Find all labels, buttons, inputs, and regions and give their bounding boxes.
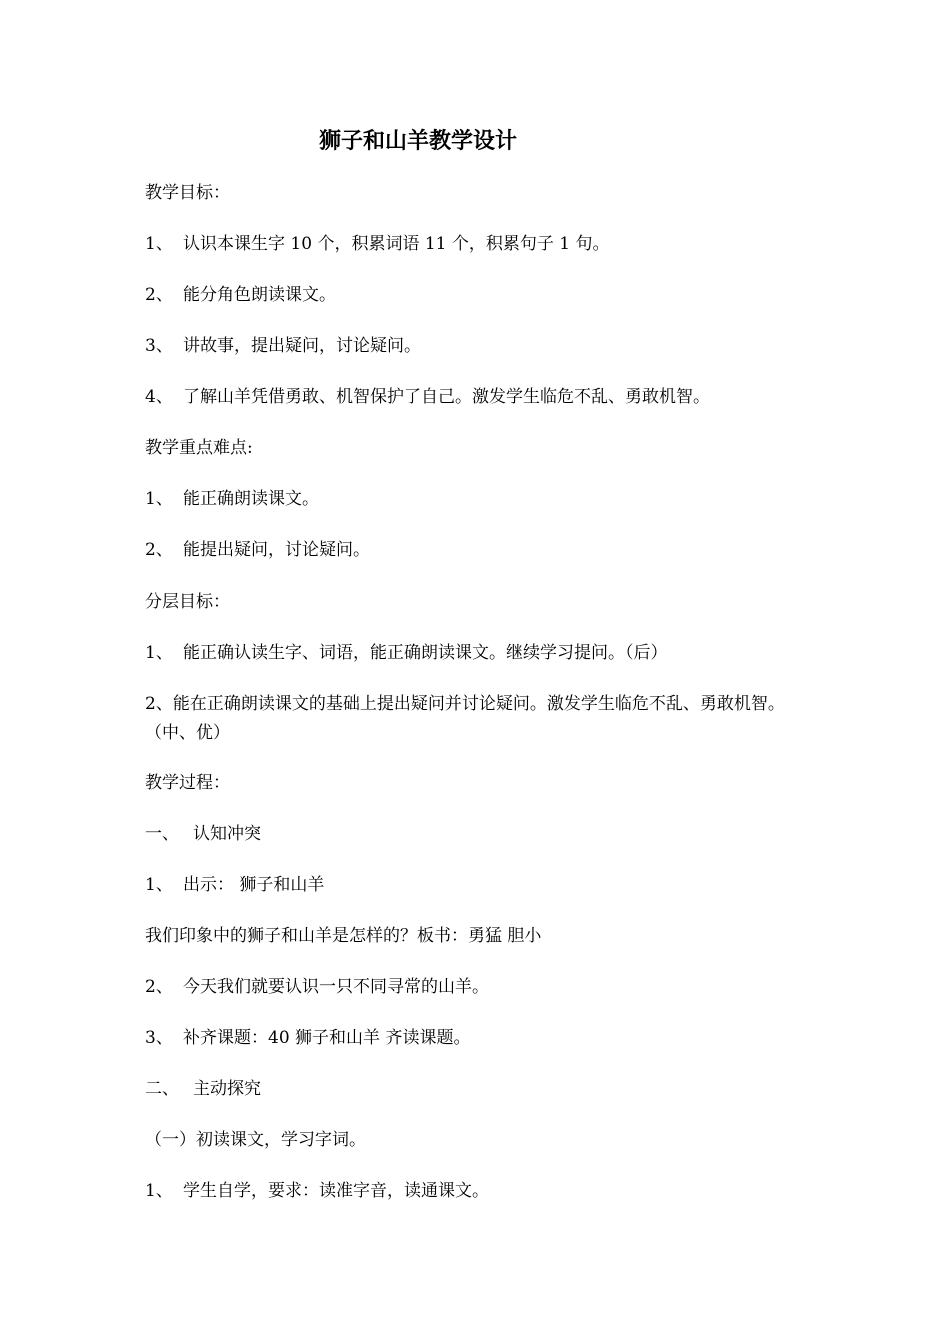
step-number: 2、 — [145, 977, 173, 997]
goal-item — [145, 383, 810, 412]
step-item — [145, 1024, 810, 1053]
goal-item — [145, 332, 810, 361]
step-item — [145, 1177, 810, 1206]
subsection-heading: （一）初读课文，学习字词。 — [145, 1130, 366, 1150]
goal-item — [145, 281, 810, 310]
process-heading: 教学过程： — [145, 773, 230, 793]
goal-item — [145, 230, 810, 259]
part-number: 一、 — [145, 824, 179, 844]
step-number: 1、 — [145, 1181, 173, 1201]
goal-text: 能分角色朗读课文。 — [183, 285, 336, 305]
key-points-heading: 教学重点难点: — [145, 438, 253, 458]
part-heading — [145, 1075, 810, 1104]
step-item — [145, 871, 810, 900]
question-line: 我们印象中的狮子和山羊是怎样的？板书：勇猛 胆小 — [145, 926, 542, 946]
step-item — [145, 973, 810, 1002]
key-point-item — [145, 536, 810, 565]
goal-number: 2、 — [145, 285, 173, 305]
tiered-item — [145, 639, 810, 668]
step-text: 学生自学，要求：读准字音，读通课文。 — [183, 1181, 489, 1201]
tiered-heading: 分层目标： — [145, 592, 230, 612]
document-title: 狮子和山羊教学设计 — [318, 129, 517, 154]
tiered-text: 能正确认读生字、词语，能正确朗读课文。继续学习提问。（后） — [183, 643, 668, 663]
step-number: 1、 — [145, 875, 173, 895]
step-text: 补齐课题：40 狮子和山羊 齐读课题。 — [183, 1028, 471, 1048]
goal-text: 认识本课生字 10 个，积累词语 11 个，积累句子 1 句。 — [183, 234, 610, 254]
tiered-number: 1、 — [145, 643, 173, 663]
part-heading — [145, 820, 810, 849]
key-point-text: 能正确朗读课文。 — [183, 489, 319, 509]
goal-text: 讲故事，提出疑问，讨论疑问。 — [183, 336, 421, 356]
part-number: 二、 — [145, 1079, 179, 1099]
goals-heading: 教学目标： — [145, 183, 230, 203]
key-point-item — [145, 485, 810, 514]
goal-text: 了解山羊凭借勇敢、机智保护了自己。激发学生临危不乱、勇敢机智。 — [183, 387, 710, 407]
key-point-number: 1、 — [145, 489, 173, 509]
step-text: 今天我们就要认识一只不同寻常的山羊。 — [183, 977, 489, 997]
part-title: 主动探究 — [193, 1079, 261, 1099]
key-point-number: 2、 — [145, 540, 173, 560]
key-point-text: 能提出疑问，讨论疑问。 — [183, 540, 370, 560]
tiered-item-wrapped: 2、能在正确朗读课文的基础上提出疑问并讨论疑问。激发学生临危不乱、勇敢机智。（中、优） — [145, 694, 785, 743]
goal-number: 1、 — [145, 234, 173, 254]
goal-number: 3、 — [145, 336, 173, 356]
goal-number: 4、 — [145, 387, 173, 407]
step-number: 3、 — [145, 1028, 173, 1048]
part-title: 认知冲突 — [193, 824, 261, 844]
step-text: 出示： 狮子和山羊 — [183, 875, 325, 895]
